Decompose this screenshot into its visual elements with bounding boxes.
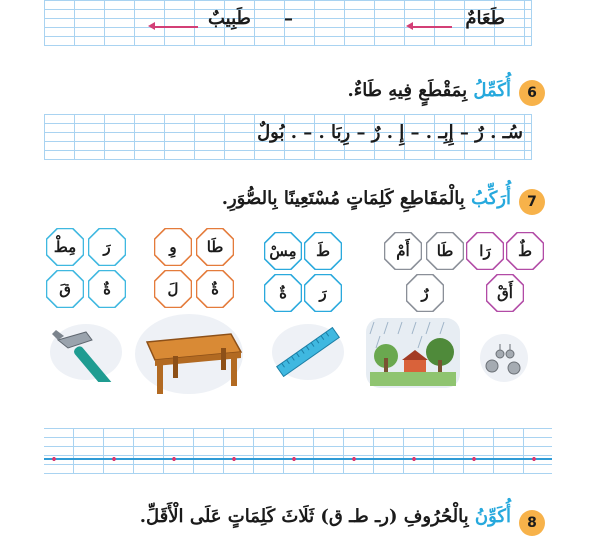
ruler-picture	[268, 318, 346, 382]
word-tabib: طَبِيبٌ	[208, 8, 251, 29]
syllable-text: طَ	[316, 242, 330, 260]
syllable-text: أَقْ	[497, 284, 513, 302]
exercise-7-instruction	[222, 188, 511, 209]
syllable-text: لَ	[167, 280, 179, 298]
exercise-7-badge: 7	[519, 189, 545, 215]
exercise-7-writing-area	[44, 428, 552, 474]
dash-separator: –	[284, 8, 293, 29]
arrow-line-right	[412, 26, 452, 28]
exercise-7-keyword: أُرَكِّبُ	[471, 188, 511, 209]
syllable-octagon	[264, 274, 302, 312]
hammer-picture	[46, 318, 124, 382]
arrow-head-left	[148, 22, 155, 30]
arrow-head-right	[406, 22, 413, 30]
syllable-octagon	[506, 232, 544, 270]
syllable-octagon	[426, 232, 464, 270]
exercise-6-keyword: أُكَمِّلُ	[473, 80, 511, 101]
exercise-6-badge: 6	[519, 80, 545, 106]
word-taam: طَعَامٌ	[465, 8, 505, 29]
exercise-7-dots	[44, 456, 552, 462]
arrow-line-left	[154, 26, 198, 28]
syllable-text: مِسْ	[269, 242, 297, 260]
syllable-text: ةٌ	[103, 280, 111, 298]
syllable-text: ةٌ	[279, 284, 287, 302]
syllable-octagon	[406, 274, 444, 312]
syllable-octagon	[88, 270, 126, 308]
exercise-7-text: بِالْمَقَاطِعِ كَلِمَاتٍ مُسْتَعِينًا بِالصُّوَرِ.	[221, 188, 465, 209]
exercise-7-ruled-lines	[44, 428, 552, 474]
exercise-8-badge: 8	[519, 510, 545, 536]
syllable-octagon	[196, 228, 234, 266]
exercise-8-instruction	[140, 506, 511, 527]
syllable-text: قَ	[59, 280, 71, 298]
syllable-text: مِطْ	[53, 238, 77, 256]
exercise-6-instruction	[347, 80, 511, 101]
syllable-text: أَمْ	[396, 242, 410, 260]
syllable-octagon	[46, 228, 84, 266]
syllable-text: طَا	[206, 238, 224, 256]
syllable-octagon	[154, 228, 192, 266]
table-picture	[133, 312, 245, 398]
rain-picture	[364, 314, 462, 390]
syllable-text: رٌ	[421, 284, 429, 302]
syllable-text: ةٌ	[211, 280, 219, 298]
syllable-octagon	[486, 274, 524, 312]
exercise-6-text: بِمَقْطَعٍ فِيهِ طَاءٌ.	[347, 80, 468, 101]
syllable-octagon	[264, 232, 302, 270]
syllable-octagon	[304, 274, 342, 312]
syllable-text: رَ	[103, 238, 111, 256]
syllable-octagon	[384, 232, 422, 270]
syllable-octagon	[46, 270, 84, 308]
syllable-octagon	[88, 228, 126, 266]
exercise-6-line: سُـ . رٌ – إِبِـ . – إِ . رٌ – رِبَا . – . بُولٌ	[257, 122, 523, 143]
syllable-text: رَ	[319, 284, 327, 302]
syllable-text: رَا	[479, 242, 491, 260]
syllable-octagon	[466, 232, 504, 270]
syllable-text: وِ	[169, 238, 177, 256]
syllable-octagon	[196, 270, 234, 308]
exercise-8-text: بِالْحُرُوفِ (رـ طـ ق) ثَلَاثَ كَلِمَاتٍ عَلَى الْأَقَلِّ.	[139, 506, 469, 527]
syllable-text: طٌ	[518, 242, 532, 260]
exercise-8-keyword: أُكَوِّنُ	[474, 506, 511, 527]
syllable-text: طَا	[436, 242, 454, 260]
syllable-octagon	[304, 232, 342, 270]
earrings-picture	[478, 332, 530, 384]
syllable-octagon	[154, 270, 192, 308]
